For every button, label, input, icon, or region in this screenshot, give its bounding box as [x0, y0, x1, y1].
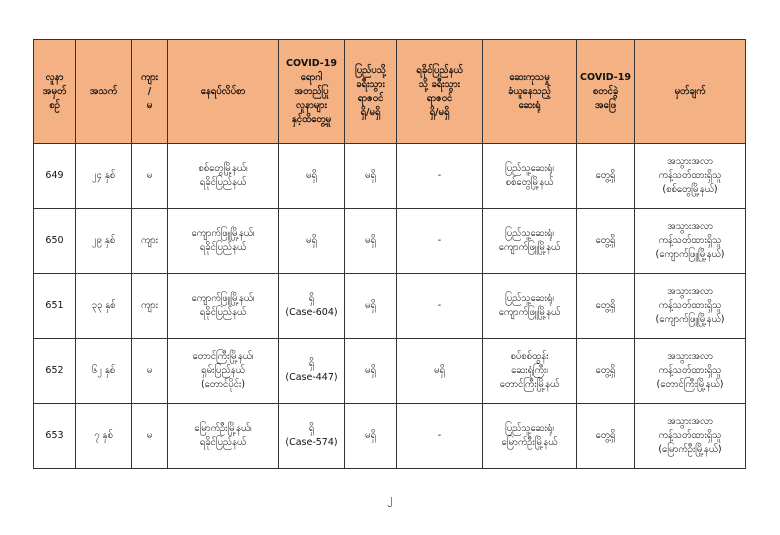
table-cell	[168, 144, 279, 209]
table-cell	[577, 404, 635, 469]
page-number: ၂	[387, 492, 393, 505]
header-text: ခရီးသွား	[356, 78, 385, 90]
cell-text: အသွားအလာ	[667, 156, 713, 167]
table-cell	[345, 404, 397, 469]
cell-text: ကျား	[140, 300, 159, 311]
table-row	[34, 339, 746, 404]
cell-text: မ	[146, 365, 153, 376]
cell-text: 649	[45, 170, 64, 181]
cell-text: တောင်ကြီးမြို့နယ်၊	[192, 351, 254, 362]
column-header	[483, 40, 577, 144]
cell-text: မရှိ	[365, 300, 376, 311]
table-cell	[34, 209, 76, 274]
cell-text: မြောက်ဦးမြို့နယ်	[501, 437, 558, 448]
cell-text: ပြည်သူ့ဆေးရုံ၊	[505, 163, 554, 174]
cell-text: မြောက်ဦးမြို့နယ်၊	[194, 423, 252, 434]
cell-text: ပြည်သူ့ဆေးရုံ၊	[505, 293, 554, 304]
table-cell	[132, 274, 168, 339]
cell-text: ကန့်သတ်ထားရှိသူ	[658, 170, 722, 181]
cell-text: ကျောက်ဖြူမြို့နယ်	[498, 307, 561, 318]
table-cell	[577, 339, 635, 404]
cell-text: ရခိုင်ပြည်နယ်	[199, 242, 247, 253]
table-cell	[635, 274, 746, 339]
cell-text: -	[437, 300, 442, 311]
table-cell	[279, 339, 345, 404]
header-text: မှတ်ချက်	[674, 85, 706, 97]
header-text: သို့ ခရီးသွား	[418, 78, 461, 90]
cell-text: တွေ့ရှိ	[595, 235, 616, 246]
table-cell	[397, 404, 483, 469]
cell-text: (Case-447)	[285, 372, 338, 383]
cell-text: ကျောက်ဖြူမြို့နယ်၊	[191, 228, 255, 239]
table-row	[34, 209, 746, 274]
header-text: နေရပ်လိပ်စာ	[200, 85, 246, 97]
cell-text: တောင်ကြီးမြို့နယ်	[499, 379, 560, 390]
cell-text: (တောင်ကြီးမြို့နယ်)	[656, 379, 724, 390]
cell-text: တွေ့ရှိ	[595, 365, 616, 376]
header-text: အဖြေ	[594, 99, 617, 111]
table-body	[34, 144, 746, 469]
covid-cases-table	[33, 39, 746, 469]
table-cell	[168, 339, 279, 404]
cell-text: မရှိ	[365, 235, 376, 246]
cell-text: မရှိ	[365, 365, 376, 376]
header-text: အသက်	[89, 85, 118, 97]
table-cell	[345, 209, 397, 274]
header-text: စတင်ခွဲ	[592, 85, 619, 97]
cell-text: -	[437, 430, 442, 441]
table-cell	[34, 274, 76, 339]
cell-text: ရခိုင်ပြည်နယ်	[199, 307, 247, 318]
table-cell	[635, 339, 746, 404]
cell-text: ရခိုင်ပြည်နယ်	[199, 437, 247, 448]
cell-text: စစ်တွေမြို့နယ်	[505, 177, 554, 188]
header-text: အတည်ပြု	[294, 85, 329, 97]
table-cell	[76, 339, 132, 404]
table-cell	[483, 209, 577, 274]
cell-text: (Case-574)	[285, 437, 338, 448]
cell-text: ကန့်သတ်ထားရှိသူ	[658, 365, 722, 376]
header-text: COVID-19	[286, 57, 337, 69]
table-cell	[635, 209, 746, 274]
cell-text: မရှိ	[365, 170, 376, 181]
table-cell	[168, 209, 279, 274]
table-cell	[577, 274, 635, 339]
header-text: ရခိုင်ပြည်နယ်	[416, 64, 463, 76]
header-text: ဆေးရုံ	[518, 99, 541, 111]
column-header	[132, 40, 168, 144]
header-row	[34, 40, 746, 144]
cell-text: ကျား	[140, 235, 159, 246]
table-cell	[577, 144, 635, 209]
cell-text: အသွားအလာ	[667, 286, 713, 297]
header-text: အမှတ်	[42, 85, 67, 97]
table-cell	[76, 209, 132, 274]
table-cell	[345, 339, 397, 404]
table-cell	[345, 274, 397, 339]
table-row	[34, 404, 746, 469]
table-cell	[279, 404, 345, 469]
cell-text: ရခိုင်ပြည်နယ်	[199, 177, 247, 188]
cell-text: အသွားအလာ	[667, 351, 713, 362]
table-cell	[397, 339, 483, 404]
header-text: ခံယူနေသည့်	[507, 85, 551, 97]
table-row	[34, 274, 746, 339]
column-header	[635, 40, 746, 144]
cell-text: ရှိ	[308, 358, 315, 369]
column-header	[577, 40, 635, 144]
table-cell	[76, 404, 132, 469]
header-text: လူနာများ	[296, 99, 327, 111]
cell-text: ကန့်သတ်ထားရှိသူ	[658, 300, 722, 311]
header-text: ဆေးကုသမှု	[509, 71, 550, 83]
cell-text: ရှိ	[308, 293, 315, 304]
table-row	[34, 144, 746, 209]
header-text: ရှိ/မရှိ	[360, 106, 381, 118]
table-cell	[397, 144, 483, 209]
table-cell	[279, 209, 345, 274]
table-cell	[76, 274, 132, 339]
cell-text: ၆၂ နှစ်	[91, 365, 116, 376]
table-cell	[397, 274, 483, 339]
cell-text: မရှိ	[306, 235, 317, 246]
table-cell	[345, 144, 397, 209]
cell-text: 653	[45, 430, 64, 441]
table-cell	[34, 404, 76, 469]
cell-text: -	[437, 235, 442, 246]
cell-text: (စစ်တွေမြို့နယ်)	[662, 184, 718, 195]
cell-text: တွေ့ရှိ	[595, 300, 616, 311]
cell-text: မရှိ	[434, 365, 445, 376]
cell-text: မရှိ	[306, 170, 317, 181]
table-cell	[132, 404, 168, 469]
cell-text: 652	[45, 365, 64, 376]
header-text: လူနာ	[45, 71, 64, 83]
table-cell	[483, 274, 577, 339]
column-header	[345, 40, 397, 144]
table-cell	[132, 209, 168, 274]
table-cell	[132, 144, 168, 209]
table-cell	[483, 144, 577, 209]
cell-text: တွေ့ရှိ	[595, 430, 616, 441]
cell-text: ၂၄ နှစ်	[91, 170, 116, 181]
cell-text: အသွားအလာ	[667, 221, 713, 232]
cell-text: (မြောက်ဦးမြို့နယ်)	[658, 444, 722, 455]
column-header	[168, 40, 279, 144]
table-cell	[397, 209, 483, 274]
cell-text: ကန့်သတ်ထားရှိသူ	[658, 235, 722, 246]
cell-text: ၇ နှစ်	[94, 430, 113, 441]
table-cell	[635, 404, 746, 469]
column-header	[397, 40, 483, 144]
header-text: နှင့်ထိတွေ့မှု	[291, 113, 332, 125]
header-text: ပြည်ပသို့	[355, 64, 386, 76]
cell-text: ရှမ်းပြည်နယ်	[201, 365, 245, 376]
cell-text: 651	[45, 300, 64, 311]
table-cell	[34, 339, 76, 404]
header-text: စဉ်	[49, 99, 60, 111]
header-text: ကျား	[140, 71, 159, 83]
cell-text: (ကျောက်ဖြူမြို့နယ်)	[655, 314, 725, 325]
cell-text: စစ်တွေမြို့နယ်၊	[198, 163, 248, 174]
table-cell	[168, 274, 279, 339]
cell-text: ပြည်သူ့ဆေးရုံ၊	[505, 423, 554, 434]
cell-text: ကန့်သတ်ထားရှိသူ	[658, 430, 722, 441]
header-text: COVID-19	[580, 71, 631, 83]
cell-text: ဆေးရုံကြီး၊	[511, 365, 548, 376]
table-cell	[483, 339, 577, 404]
cell-text: ၃၃ နှစ်	[91, 300, 116, 311]
cell-text: တွေ့ရှိ	[595, 170, 616, 181]
table-cell	[132, 339, 168, 404]
cell-text: ကျောက်ဖြူမြို့နယ်၊	[191, 293, 255, 304]
cell-text: စပ်စစ်ထွန်း	[510, 351, 549, 362]
cell-text: ရှိ	[308, 423, 315, 434]
header-text: /	[147, 85, 152, 97]
column-header	[34, 40, 76, 144]
table-cell	[279, 274, 345, 339]
header-text: ရောဂါ	[300, 71, 323, 83]
cell-text: မ	[146, 170, 153, 181]
cell-text: (Case-604)	[285, 307, 338, 318]
cell-text: -	[437, 170, 442, 181]
cell-text: အသွားအလာ	[667, 416, 713, 427]
table-cell	[34, 144, 76, 209]
cell-text: 650	[45, 235, 64, 246]
cell-text: ကျောက်ဖြူမြို့နယ်	[498, 242, 561, 253]
table-cell	[577, 209, 635, 274]
header-text: ရှိ/မရှိ	[429, 106, 450, 118]
column-header	[279, 40, 345, 144]
column-header	[76, 40, 132, 144]
table-cell	[76, 144, 132, 209]
cell-text: ပြည်သူ့ဆေးရုံ၊	[505, 228, 554, 239]
table-cell	[635, 144, 746, 209]
header-text: ရာဇဝင်	[357, 92, 384, 104]
cell-text: (ကျောက်ဖြူမြို့နယ်)	[655, 249, 725, 260]
table-cell	[168, 404, 279, 469]
cell-text: မ	[146, 430, 153, 441]
cell-text: (တောင်ပိုင်း)	[200, 379, 246, 390]
cell-text: ၂၉ နှစ်	[91, 235, 116, 246]
table-cell	[279, 144, 345, 209]
header-text: မ	[146, 99, 153, 111]
table-cell	[483, 404, 577, 469]
header-text: ရာဇဝင်	[426, 92, 453, 104]
cell-text: မရှိ	[365, 430, 376, 441]
